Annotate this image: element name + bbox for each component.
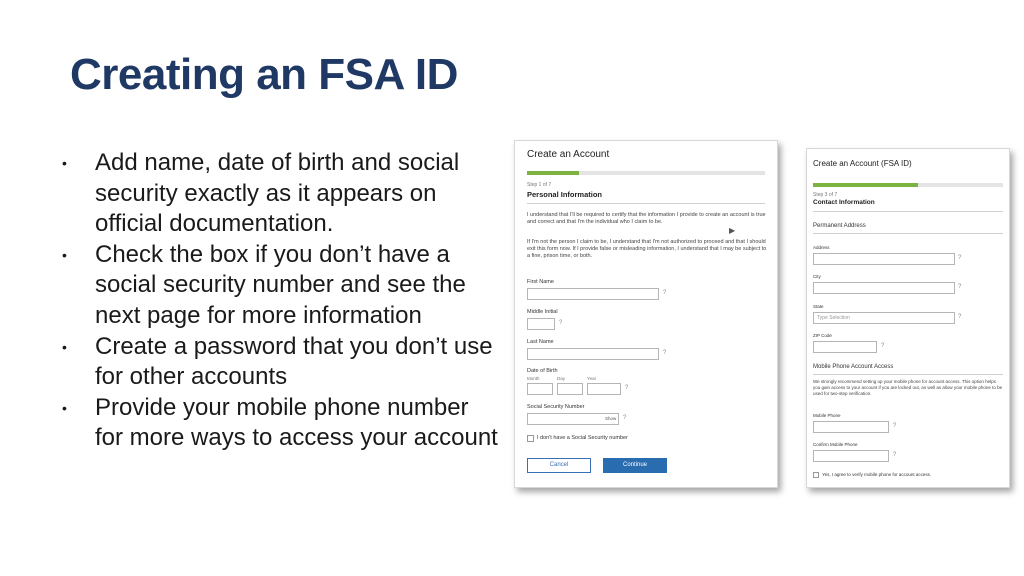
help-icon[interactable]: ? xyxy=(958,284,962,290)
divider xyxy=(813,374,1003,375)
bullet-dot: • xyxy=(62,399,67,416)
certification-text: I understand that I'll be required to certify that the information I provide to create an account is true and correct and that I'm the individual who I claim to be. xyxy=(527,212,766,225)
mobile-section-heading: Mobile Phone Account Access xyxy=(813,364,894,370)
help-icon[interactable]: ? xyxy=(623,415,627,421)
step-indicator: Step 3 of 7 xyxy=(813,192,838,198)
dob-day-input[interactable] xyxy=(557,383,583,395)
mobile-phone-label: Mobile Phone xyxy=(813,413,841,418)
bullet-text: Check the box if you don’t have a social security number and see the next page for more information xyxy=(95,240,466,329)
middle-initial-input[interactable] xyxy=(527,318,555,330)
section-heading: Contact Information xyxy=(813,199,875,206)
no-ssn-checkbox[interactable] xyxy=(527,435,534,442)
help-icon[interactable]: ? xyxy=(625,385,629,391)
help-icon[interactable]: ? xyxy=(663,290,667,296)
state-select[interactable]: Type Selection xyxy=(813,312,955,324)
agree-checkbox[interactable] xyxy=(813,472,819,478)
divider xyxy=(813,233,1003,234)
first-name-label: First Name xyxy=(527,279,554,285)
help-icon[interactable]: ? xyxy=(958,255,962,261)
form-title: Create an Account (FSA ID) xyxy=(813,159,912,168)
help-icon[interactable]: ? xyxy=(559,320,563,326)
ssn-show-toggle[interactable]: Show xyxy=(605,416,617,421)
last-name-input[interactable] xyxy=(527,348,659,360)
mobile-phone-input[interactable] xyxy=(813,421,889,433)
warning-text: If I'm not the person I claim to be, I understand that I'm not authorized to proceed and that I should exit this form now. If I provide false or misleading information, I understand that I may be subject to a fine, prison time, or both. xyxy=(527,239,767,259)
address-section-heading: Permanent Address xyxy=(813,223,866,229)
help-icon[interactable]: ? xyxy=(958,314,962,320)
personal-info-screenshot xyxy=(514,140,778,488)
mobile-info-text: We strongly recommend setting up your mobile phone for account access. This option helps you gain access to your account if you are locked out, as well as allow your mobile phone to be used for two-step verification. xyxy=(813,379,1003,396)
bullet-text: Provide your mobile phone number for more ways to access your account xyxy=(95,393,498,452)
help-icon[interactable]: ? xyxy=(893,452,897,458)
bullet-text: Add name, date of birth and social security exactly as it appears on official documentation. xyxy=(95,149,460,238)
first-name-input[interactable] xyxy=(527,288,659,300)
divider xyxy=(527,203,765,204)
form-title: Create an Account xyxy=(527,149,610,160)
bullet-dot: • xyxy=(62,338,67,355)
progress-fill xyxy=(813,183,918,187)
continue-button[interactable]: Continue xyxy=(603,458,667,473)
bullet-list xyxy=(62,148,502,454)
confirm-mobile-input[interactable] xyxy=(813,450,889,462)
bullet-item xyxy=(62,393,502,454)
help-icon[interactable]: ? xyxy=(881,343,885,349)
zip-input[interactable] xyxy=(813,341,877,353)
section-heading: Personal Information xyxy=(527,190,603,199)
bullet-dot: • xyxy=(62,246,67,263)
city-label: City xyxy=(813,274,821,279)
zip-label: ZIP Code xyxy=(813,333,832,338)
dob-day-label: Day xyxy=(557,376,566,381)
cursor-icon: ▶ xyxy=(729,226,736,235)
agree-label: Yes, I agree to verify mobile phone for account access. xyxy=(822,472,932,477)
dob-year-label: Year xyxy=(587,376,597,381)
dob-year-input[interactable] xyxy=(587,383,621,395)
city-input[interactable] xyxy=(813,282,955,294)
divider xyxy=(813,211,1003,212)
bullet-item xyxy=(62,332,502,393)
dob-label: Date of Birth xyxy=(527,368,558,374)
last-name-label: Last Name xyxy=(527,339,554,345)
dob-month-label: Month xyxy=(527,376,540,381)
step-indicator: Step 1 of 7 xyxy=(527,182,552,188)
dob-month-input[interactable] xyxy=(527,383,553,395)
contact-info-screenshot xyxy=(806,148,1010,488)
middle-initial-label: Middle Initial xyxy=(527,309,558,315)
bullet-text: Create a password that you don’t use for other accounts xyxy=(95,332,493,391)
progress-fill xyxy=(527,171,579,175)
progress-bar xyxy=(813,183,1003,187)
progress-bar xyxy=(527,171,765,175)
confirm-mobile-label: Confirm Mobile Phone xyxy=(813,442,858,447)
bullet-dot: • xyxy=(62,155,67,171)
ssn-label: Social Security Number xyxy=(527,404,585,410)
address-input[interactable] xyxy=(813,253,955,265)
cancel-button[interactable]: Cancel xyxy=(527,458,591,473)
state-label: State xyxy=(813,304,824,309)
slide-title: Creating an FSA ID xyxy=(70,50,458,99)
help-icon[interactable]: ? xyxy=(663,350,667,356)
address-label: Address xyxy=(813,245,830,250)
no-ssn-label: I don't have a Social Security number xyxy=(537,435,628,441)
bullet-item xyxy=(62,240,502,332)
help-icon[interactable]: ? xyxy=(893,423,897,429)
bullet-item xyxy=(62,148,502,240)
